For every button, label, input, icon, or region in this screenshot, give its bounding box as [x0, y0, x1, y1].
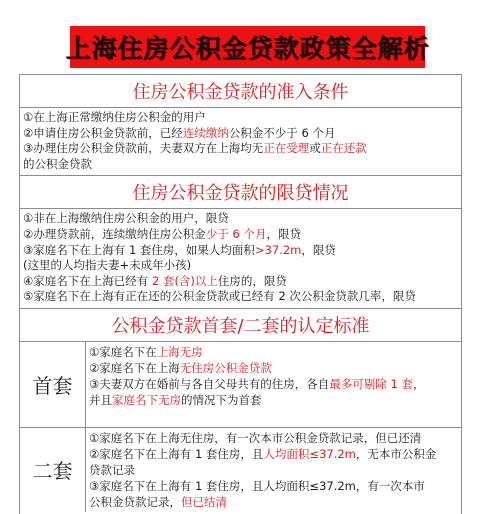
text-line [23, 289, 457, 305]
text-line [89, 494, 457, 510]
body-text: 并且 [89, 392, 112, 407]
body-text: 公积金不少于 6 个月 [228, 125, 336, 140]
body-text: (这里的人均指夫妻+未成年小孩) [23, 258, 192, 273]
text-line [23, 274, 457, 290]
text-line [89, 392, 457, 408]
text-line [23, 258, 457, 274]
body-text: 或 [309, 141, 321, 156]
highlight-text: 正在还款 [320, 141, 367, 156]
body-text: ③夫妻双方在婚前与各自父母共有的住房，各自 [89, 376, 330, 391]
section-title-standard: 公积金贷款首套/二套的认定标准 [20, 309, 461, 342]
body-text: 的公积金贷款 [23, 156, 92, 171]
highlight-text: >37.2m [254, 242, 302, 257]
text-line [89, 446, 457, 462]
body-text: ②家庭名下在上海有 1 套住房，且 [89, 446, 264, 461]
body-text: 公积金贷款记录， [89, 494, 181, 509]
body-text: 住房的，限贷 [217, 273, 287, 288]
section-title-eligibility: 住房公积金贷款的准入条件 [20, 75, 461, 108]
highlight-text: 最多可剔除 1 套 [329, 376, 413, 391]
first-home-row [20, 342, 461, 428]
second-home-row [20, 428, 461, 512]
body-text: ④家庭名下在上海已经有 [23, 273, 152, 288]
body-text: ①家庭名下在上海无住房，有一次本市公积金贷款记录，但已还清 [89, 430, 422, 445]
body-text: ③家庭名下在上海有 1 套住房，且人均面积≤37.2m，有一次本市 [89, 478, 425, 493]
body-text: ③办理住房公积金贷款前，夫妻双方在上海均无 [23, 141, 264, 156]
body-text: ，无本市公积金 [355, 446, 437, 461]
second-home-criteria [86, 428, 461, 512]
text-line [23, 157, 457, 173]
text-line [23, 110, 457, 126]
section-title-restriction: 住房公积金贷款的限贷情况 [20, 176, 461, 209]
text-line [89, 376, 457, 392]
body-text: ⑤家庭名下在上海有正在还的公积金贷款或已经有 2 次公积金贷款几率，限贷 [23, 289, 416, 304]
banner-title: 上海住房公积金贷款政策全解析 [65, 34, 430, 63]
highlight-text: 正在受理 [263, 141, 310, 156]
text-line [23, 243, 457, 259]
highlight-text: 少于 6 个月 [205, 226, 267, 241]
text-line [23, 211, 457, 227]
body-text: ②办理贷款前，连续缴纳住房公积金 [23, 226, 206, 241]
text-line [89, 462, 457, 478]
body-text: 的情况下为首套 [181, 392, 262, 407]
highlight-text: 人均面积≤37.2m [263, 446, 356, 461]
highlight-text: 但已结清 [181, 494, 227, 509]
first-home-label: 首套 [20, 342, 86, 427]
highlight-text: 上海无房 [156, 344, 203, 359]
first-home-criteria [86, 342, 461, 427]
text-line [23, 227, 457, 243]
policy-table [19, 74, 462, 514]
text-line [23, 126, 457, 142]
body-text: ，限贷 [266, 226, 301, 241]
text-line [89, 478, 457, 494]
body-text: ①家庭名下在 [89, 344, 157, 359]
body-text: ，限贷 [301, 242, 336, 257]
second-home-label: 二套 [20, 428, 86, 512]
body-text: ①非在上海缴纳住房公积金的用户，限贷 [23, 211, 229, 226]
body-text: ， [412, 376, 425, 391]
highlight-text: 家庭名下无房 [112, 392, 181, 407]
body-text: 贷款记录 [89, 462, 135, 477]
body-text: ①在上海正常缴纳住房公积金的用户 [23, 110, 206, 124]
body-text: ②申请住房公积金贷款前，已经 [23, 125, 183, 140]
text-line [89, 430, 457, 446]
text-line [89, 360, 457, 376]
highlight-text: 无住房公积金贷款 [179, 360, 272, 375]
section-body-restriction [20, 209, 461, 309]
body-text: ②家庭名下在上海 [89, 360, 180, 375]
body-text: ③家庭名下在上海有 1 套住房，如果人均面积 [23, 242, 255, 257]
section-body-eligibility [20, 108, 461, 176]
title-banner [65, 26, 430, 68]
text-line [89, 344, 457, 360]
text-line [23, 141, 457, 157]
highlight-text: 连续缴纳 [182, 125, 229, 140]
highlight-text: 2 套(含)以上 [151, 273, 218, 288]
